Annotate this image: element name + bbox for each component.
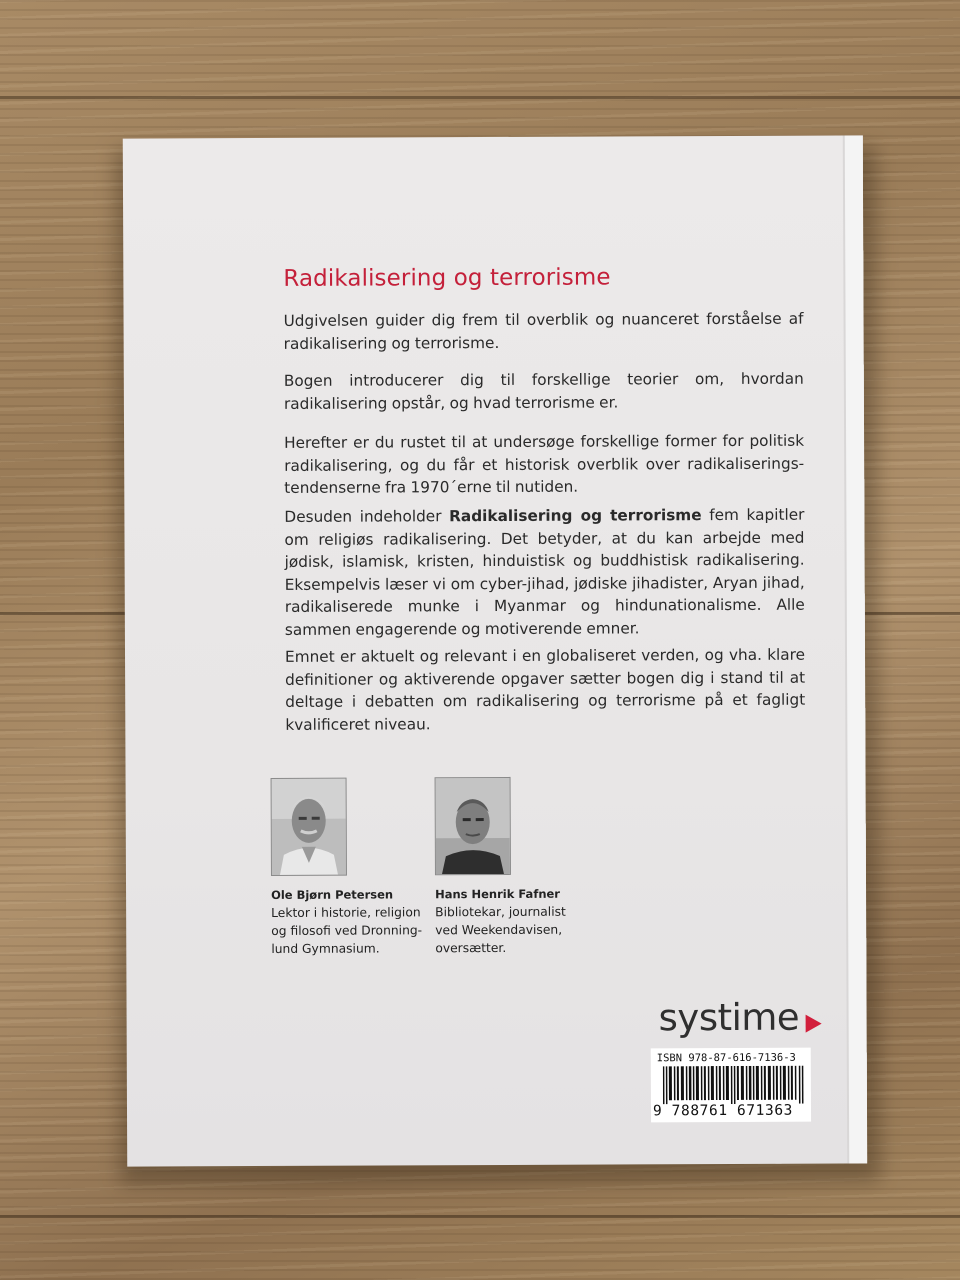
book-title: Radikalisering og terrorisme — [283, 264, 611, 292]
barcode-digits: 9 788761 671363 — [652, 1102, 793, 1120]
paragraph-conclusion: Emnet er aktuelt og relevant i en globaliseret verden, og vha. klare definitioner og aktiverende opgaver sætter bogen dig i stand til at deltage i debatten om radikalisering og terrorisme på et fagligt kvalificeret niveau. — [284, 645, 806, 734]
author-name-ole: Ole Bjørn Petersen — [271, 887, 394, 902]
author-photo-hans — [435, 777, 511, 875]
author-photo-ole — [271, 778, 347, 876]
author-desc-ole-line-2: og filosofi ved Dronning- — [271, 923, 423, 938]
paragraph-intro: Udgivelsen guider dig frem til overblik og nuanceret forståelse af radikalisering og terrorisme. — [283, 309, 804, 353]
paragraph-theories: Bogen introducerer dig til forskellige teorier om, hvordan radikalisering opstår, og hvad terrorisme er. — [283, 369, 804, 413]
author-desc-ole-line-1: Lektor i historie, religion — [271, 905, 421, 920]
publisher-logo-triangle-icon — [805, 1014, 823, 1034]
author-desc-ole-line-3: lund Gymnasium. — [271, 941, 380, 956]
publisher-logo-text: systime — [658, 995, 800, 1040]
paragraph-religious-start: Desuden indeholder — [284, 507, 450, 526]
author-name-hans: Hans Henrik Fafner — [435, 886, 560, 902]
paragraph-religious-bold-title: Radikalisering og terrorisme — [449, 506, 702, 526]
barcode-icon — [663, 1066, 807, 1105]
author-desc-hans-line-3: oversætter. — [435, 940, 507, 956]
book-back-cover — [123, 135, 867, 1166]
isbn-barcode-label — [651, 1048, 811, 1123]
paragraph-religious — [284, 504, 805, 641]
paragraph-political: Herefter er du rustet til at undersøge forskellige former for politisk radikalisering, og du får et historisk overblik over radikaliserings-tendenserne fra 1970´erne til nutiden. — [284, 431, 805, 497]
author-desc-hans-line-2: ved Weekendavisen, — [435, 922, 563, 938]
isbn-number: ISBN 978-87-616-7136-3 — [656, 1051, 796, 1065]
paragraph-religious-rest: fem kapitler om religiøs radikalisering. Det betyder, at du kan arbejde med jødisk, islamisk, kristen, hinduistisk og buddhistisk radikalisering. Eksempelvis læser vi om cyber-jihad, jødiske jihadister, Aryan jihad, radikaliserede munke i Myanmar og hindunationalisme. Alle sammen engagerende og motiverende emner. — [284, 505, 805, 639]
author-desc-hans-line-1: Bibliotekar, journalist — [435, 904, 566, 920]
